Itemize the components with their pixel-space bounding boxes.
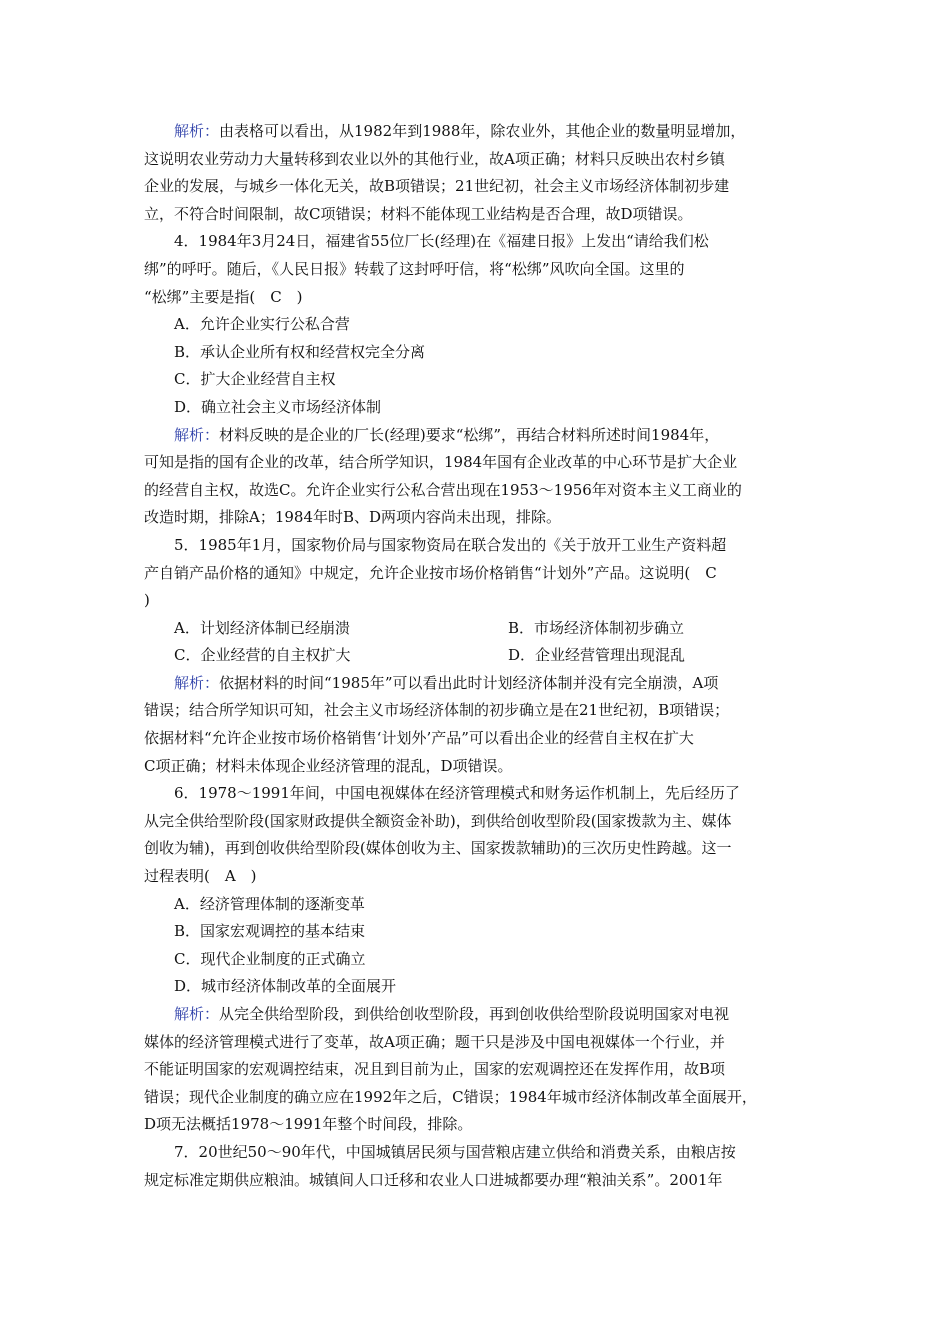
q4-option-a: A．允许企业实行公私合营 — [174, 315, 350, 334]
q6-analysis-line: 错误；现代企业制度的确立应在1992年之后，C错误；1984年城市经济体制改革全面展开， — [144, 1087, 757, 1106]
q6-analysis-line: 不能证明国家的宏观调控结束，况且到目前为止，国家的宏观调控还在发挥作用，故B项 — [144, 1060, 726, 1079]
q4-analysis-line: 解析：材料反映的是企业的厂长(经理)要求“松绑”，再结合材料所述时间1984年， — [174, 425, 720, 444]
q6-analysis-line: 解析：从完全供给型阶段，到供给创收型阶段，再到创收供给型阶段说明国家对电视 — [174, 1005, 730, 1023]
q4-analysis-line: 可知是指的国有企业的改革，结合所学知识，1984年国有企业改革的中心环节是扩大企业 — [144, 453, 738, 472]
document-page — [144, 118, 808, 1194]
q5-options-row — [144, 615, 808, 643]
q5-option-b: B．市场经济体制初步确立 — [508, 618, 685, 637]
q7-stem-line: 规定标准定期供应粮油。城镇间人口迁移和农业人口进城都要办理“粮油关系”。2001年 — [144, 1170, 723, 1189]
q5-analysis-line: C项正确；材料未体现企业经济管理的混乱，D项错误。 — [144, 756, 513, 775]
q4-analysis-line: 的经营自主权，故选C。允许企业实行公私合营出现在1953～1956年对资本主义工商业的 — [144, 480, 742, 499]
q6-stem-line: 从完全供给型阶段(国家财政提供全额资金补助)，到供给创收型阶段(国家拨款为主、媒体 — [144, 811, 732, 830]
q5-options-row — [144, 642, 808, 670]
q4-stem-line: 绑”的呼吁。随后，《人民日报》转载了这封呼吁信，将“松绑”风吹向全国。这里的 — [144, 259, 685, 278]
q5-analysis-line: 解析：依据材料的时间“1985年”可以看出此时计划经济体制并没有完全崩溃，A项 — [174, 673, 719, 692]
q6-stem-line: 过程表明( A ) — [144, 867, 257, 886]
q5-option-a: A．计划经济体制已经崩溃 — [174, 618, 350, 637]
q6-option-a: A．经济管理体制的逐渐变革 — [174, 894, 365, 913]
analysis-label: 解析： — [174, 425, 220, 444]
analysis-label: 解析： — [174, 122, 220, 140]
q4-option-d: D．确立社会主义市场经济体制 — [174, 397, 382, 416]
q7-stem-line: 7．20世纪50～90年代，中国城镇居民须与国营粮店建立供给和消费关系，由粮店按 — [174, 1142, 736, 1161]
q3-analysis-line: 企业的发展，与城乡一体化无关，故B项错误；21世纪初，社会主义市场经济体制初步建 — [144, 177, 730, 196]
q4-option-b: B．承认企业所有权和经营权完全分离 — [174, 342, 426, 361]
q6-stem-line: 6．1978～1991年间，中国电视媒体在经济管理模式和财务运作机制上，先后经历了 — [174, 784, 740, 803]
q4-option-c: C．扩大企业经营自主权 — [174, 370, 336, 389]
analysis-label: 解析： — [174, 673, 220, 692]
q5-analysis-line: 依据材料“允许企业按市场价格销售‘计划外’产品”可以看出企业的经营自主权在扩大 — [144, 729, 694, 748]
q5-stem-line: ) — [144, 591, 150, 610]
q3-analysis-line: 立，不符合时间限制，故C项错误；材料不能体现工业结构是否合理，故D项错误。 — [144, 204, 693, 223]
q6-option-c: C．现代企业制度的正式确立 — [174, 949, 366, 968]
analysis-label: 解析： — [174, 1005, 220, 1023]
q6-option-b: B．国家宏观调控的基本结束 — [174, 922, 366, 941]
q3-analysis-line: 这说明农业劳动力大量转移到农业以外的其他行业，故A项正确；材料只反映出农村乡镇 — [144, 149, 725, 168]
q4-stem-line: “松绑”主要是指( C ) — [144, 287, 303, 306]
q3-analysis-line: 解析：由表格可以看出，从1982年到1988年，除农业外，其他企业的数量明显增加， — [174, 122, 746, 140]
q6-stem-line: 创收为辅)，再到创收供给型阶段(媒体创收为主、国家拨款辅助)的三次历史性跨越。这一 — [144, 839, 732, 858]
q5-option-d: D．企业经营管理出现混乱 — [508, 646, 686, 665]
q6-analysis-line: 媒体的经济管理模式进行了变革，故A项正确；题干只是涉及中国电视媒体一个行业，并 — [144, 1032, 725, 1051]
q5-analysis-line: 错误；结合所学知识可知，社会主义市场经济体制的初步确立是在21世纪初，B项错误； — [144, 701, 730, 720]
q5-option-c: C．企业经营的自主权扩大 — [174, 646, 351, 665]
q6-option-d: D．城市经济体制改革的全面展开 — [174, 977, 397, 996]
q5-stem-line: 5．1985年1月，国家物价局与国家物资局在联合发出的《关于放开工业生产资料超 — [174, 535, 727, 554]
q4-analysis-line: 改造时期，排除A；1984年时B、D两项内容尚未出现，排除。 — [144, 508, 562, 527]
q4-stem-line: 4．1984年3月24日，福建省55位厂长(经理)在《福建日报》上发出“请给我们松 — [174, 232, 709, 251]
q6-analysis-line: D项无法概括1978～1991年整个时间段，排除。 — [144, 1115, 473, 1134]
q5-stem-line: 产自销产品价格的通知》中规定，允许企业按市场价格销售“计划外”产品。这说明( C — [144, 563, 717, 582]
